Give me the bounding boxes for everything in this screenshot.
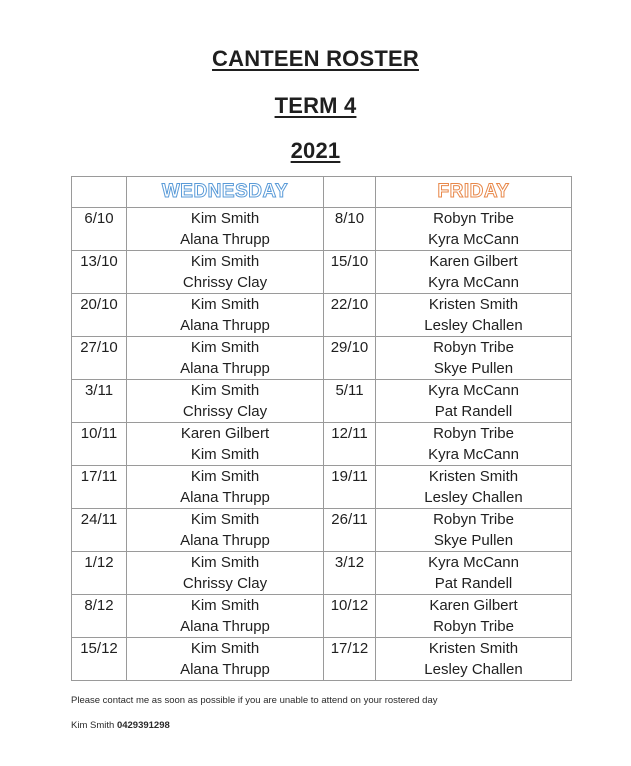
friday-date: 22/10: [324, 294, 376, 337]
volunteer-name: Alana Thrupp: [180, 317, 270, 334]
volunteer-name: Robyn Tribe: [433, 511, 514, 528]
wednesday-date: 1/12: [72, 552, 127, 595]
volunteer-name: Pat Randell: [434, 575, 513, 592]
friday-volunteers: [376, 595, 572, 638]
friday-date: 8/10: [324, 208, 376, 251]
volunteer-name: Kyra McCann: [428, 554, 519, 571]
friday-date: 12/11: [324, 423, 376, 466]
roster-term: TERM 4: [274, 93, 357, 118]
volunteer-name: Kim Smith: [190, 210, 260, 227]
volunteer-name: Kim Smith: [190, 597, 260, 614]
wednesday-volunteers: [127, 380, 324, 423]
volunteer-name: Chrissy Clay: [182, 575, 268, 592]
friday-date: 3/12: [324, 552, 376, 595]
volunteer-name: Kristen Smith: [428, 468, 519, 485]
volunteer-name: Kristen Smith: [428, 296, 519, 313]
friday-date: 15/10: [324, 251, 376, 294]
friday-header: [376, 177, 572, 208]
friday-date: 19/11: [324, 466, 376, 509]
volunteer-name: Skye Pullen: [433, 532, 514, 549]
volunteer-name: Kyra McCann: [428, 231, 519, 248]
friday-volunteers: [376, 509, 572, 552]
header-empty-cell: [72, 177, 127, 208]
table-row: [72, 638, 572, 681]
volunteer-name: Karen Gilbert: [429, 253, 518, 270]
roster-year: 2021: [290, 138, 341, 163]
volunteer-name: Alana Thrupp: [180, 231, 270, 248]
contact-phone: 0429391298: [116, 720, 170, 731]
header-empty-cell: [324, 177, 376, 208]
volunteer-name: Kim Smith: [190, 468, 260, 485]
volunteer-name: Karen Gilbert: [429, 597, 518, 614]
volunteer-name: Robyn Tribe: [433, 210, 514, 227]
volunteer-name: Kim Smith: [190, 382, 260, 399]
table-row: [72, 294, 572, 337]
wednesday-volunteers: [127, 509, 324, 552]
volunteer-name: Kim Smith: [190, 554, 260, 571]
volunteer-name: Robyn Tribe: [433, 339, 514, 356]
wednesday-date: 8/12: [72, 595, 127, 638]
wednesday-date: 24/11: [72, 509, 127, 552]
roster-table: [71, 176, 572, 681]
volunteer-name: Robyn Tribe: [433, 425, 514, 442]
volunteer-name: Skye Pullen: [433, 360, 514, 377]
friday-label: FRIDAY: [437, 181, 510, 202]
friday-volunteers: [376, 251, 572, 294]
table-row: [72, 466, 572, 509]
wednesday-date: 13/10: [72, 251, 127, 294]
friday-date: 17/12: [324, 638, 376, 681]
wednesday-label: WEDNESDAY: [161, 181, 289, 202]
friday-volunteers: [376, 337, 572, 380]
friday-date: 26/11: [324, 509, 376, 552]
volunteer-name: Chrissy Clay: [182, 274, 268, 291]
friday-volunteers: [376, 294, 572, 337]
wednesday-volunteers: [127, 208, 324, 251]
friday-volunteers: [376, 380, 572, 423]
wednesday-volunteers: [127, 294, 324, 337]
wednesday-volunteers: [127, 466, 324, 509]
wednesday-date: 15/12: [72, 638, 127, 681]
volunteer-name: Lesley Challen: [424, 489, 523, 506]
volunteer-name: Kim Smith: [190, 511, 260, 528]
volunteer-name: Lesley Challen: [424, 661, 523, 678]
table-row: [72, 552, 572, 595]
table-row: [72, 380, 572, 423]
table-row: [72, 595, 572, 638]
volunteer-name: Kim Smith: [190, 296, 260, 313]
volunteer-name: Kyra McCann: [428, 382, 519, 399]
wednesday-date: 20/10: [72, 294, 127, 337]
friday-volunteers: [376, 208, 572, 251]
wednesday-date: 27/10: [72, 337, 127, 380]
contact-line: [71, 720, 170, 731]
wednesday-date: 17/11: [72, 466, 127, 509]
table-row: [72, 251, 572, 294]
volunteer-name: Alana Thrupp: [180, 532, 270, 549]
volunteer-name: Kim Smith: [190, 339, 260, 356]
volunteer-name: Alana Thrupp: [180, 661, 270, 678]
wednesday-volunteers: [127, 638, 324, 681]
header-row: [72, 177, 572, 208]
volunteer-name: Kim Smith: [190, 446, 260, 463]
friday-date: 5/11: [324, 380, 376, 423]
wednesday-date: 10/11: [72, 423, 127, 466]
wednesday-volunteers: [127, 251, 324, 294]
contact-note: Please contact me as soon as possible if you are unable to attend on your rostered day: [71, 695, 438, 706]
friday-volunteers: [376, 638, 572, 681]
friday-volunteers: [376, 423, 572, 466]
volunteer-name: Lesley Challen: [424, 317, 523, 334]
wednesday-volunteers: [127, 337, 324, 380]
volunteer-name: Alana Thrupp: [180, 489, 270, 506]
volunteer-name: Kyra McCann: [428, 446, 519, 463]
volunteer-name: Karen Gilbert: [180, 425, 270, 442]
wednesday-volunteers: [127, 423, 324, 466]
volunteer-name: Pat Randell: [434, 403, 513, 420]
friday-volunteers: [376, 466, 572, 509]
volunteer-name: Robyn Tribe: [433, 618, 514, 635]
volunteer-name: Alana Thrupp: [180, 360, 270, 377]
wednesday-date: 3/11: [72, 380, 127, 423]
friday-date: 29/10: [324, 337, 376, 380]
table-row: [72, 337, 572, 380]
friday-volunteers: [376, 552, 572, 595]
wednesday-volunteers: [127, 595, 324, 638]
wednesday-date: 6/10: [72, 208, 127, 251]
wednesday-header: [127, 177, 324, 208]
wednesday-volunteers: [127, 552, 324, 595]
table-row: [72, 509, 572, 552]
roster-title: CANTEEN ROSTER: [212, 46, 419, 71]
volunteer-name: Chrissy Clay: [182, 403, 268, 420]
volunteer-name: Kim Smith: [190, 640, 260, 657]
volunteer-name: Kyra McCann: [428, 274, 519, 291]
volunteer-name: Kristen Smith: [428, 640, 519, 657]
volunteer-name: Kim Smith: [190, 253, 260, 270]
table-row: [72, 208, 572, 251]
table-row: [72, 423, 572, 466]
friday-date: 10/12: [324, 595, 376, 638]
contact-name: Kim Smith: [71, 720, 115, 731]
volunteer-name: Alana Thrupp: [180, 618, 270, 635]
